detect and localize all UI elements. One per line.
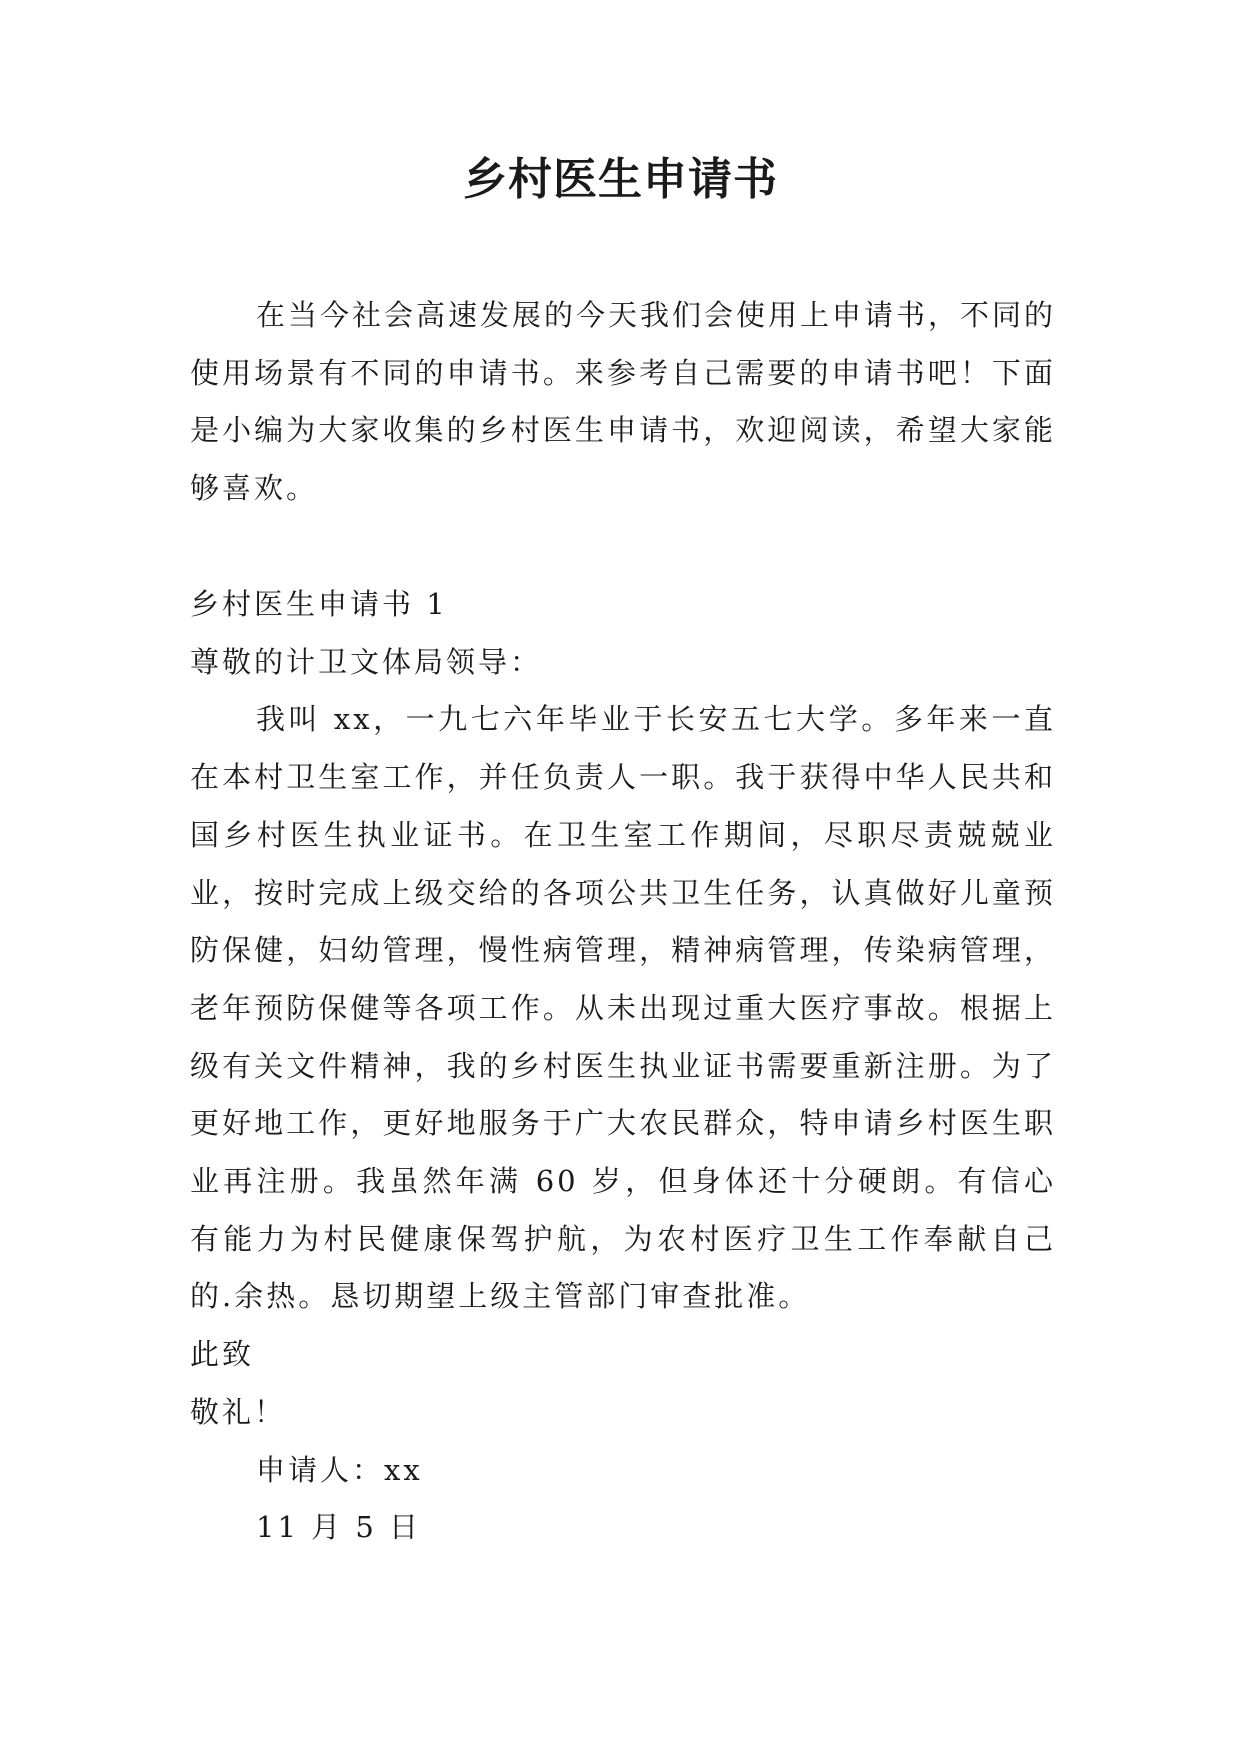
salutation: 尊敬的计卫文体局领导：	[190, 644, 543, 679]
section-heading: 乡村医生申请书 1	[190, 587, 448, 621]
closing-line-1: 此致	[190, 1337, 255, 1372]
applicant-signature: 申请人：xx	[256, 1452, 423, 1487]
intro-paragraph: 在当今社会高速发展的今天我们会使用上申请书，不同的使用场景有不同的申请书。来参考自己需要的申请书吧！下面是小编为大家收集的乡村医生申请书，欢迎阅读，希望大家能够喜欢。	[190, 298, 1057, 506]
document-title: 乡村医生申请书	[463, 154, 778, 205]
letter-date: 11 月 5 日	[256, 1510, 422, 1545]
letter-body: 我叫 xx，一九七六年毕业于长安五七大学。多年来一直在本村卫生室工作，并任负责人一职。我于获得中华人民共和国乡村医生执业证书。在卫生室工作期间，尽职尽责兢兢业业，按时完成上级交给的各项公共卫生任务，认真做好儿童预防保健，妇幼管理，慢性病管理，精神病管理，传染病管理，老年预防保健等各项工作。从未出现过重大医疗事故。根据上级有关文件精神，我的乡村医生执业证书需要重新注册。为了更好地工作，更好地服务于广大农民群众，特申请乡村医生职业再注册。我虽然年满 60 岁，但身体还十分硬朗。有信心有能力为村民健康保驾护航，为农村医疗卫生工作奉献自己的.余热。恳切期望上级主管部门审查批准。	[190, 702, 1056, 1314]
closing-line-2: 敬礼！	[190, 1394, 287, 1429]
letter-section	[190, 576, 1056, 1557]
